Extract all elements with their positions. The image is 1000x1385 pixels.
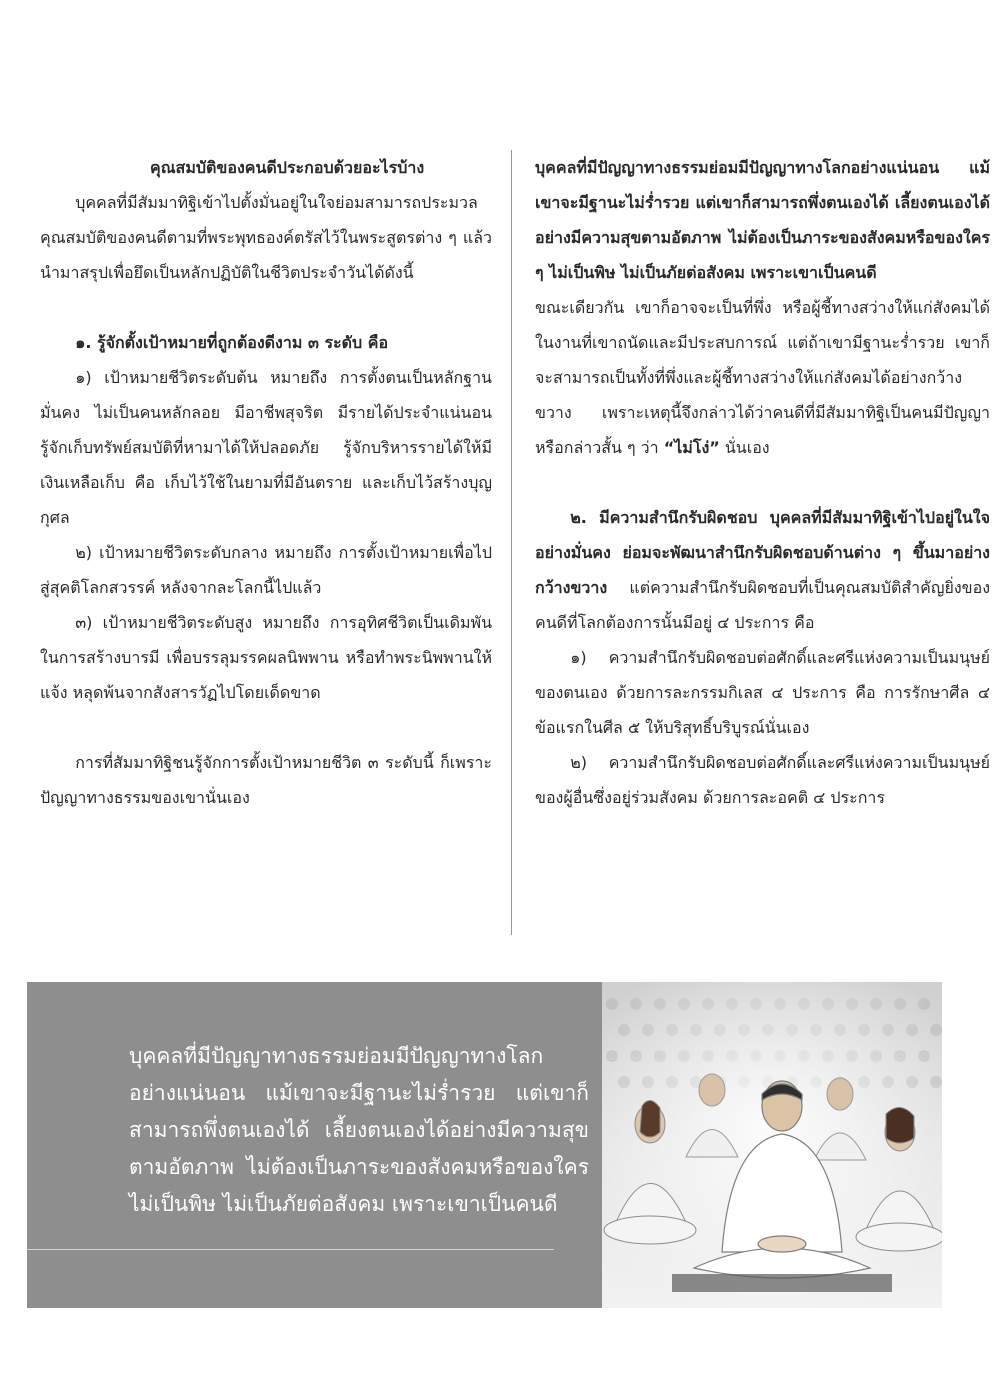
quoted-phrase: “ไม่โง่” (663, 438, 720, 457)
point-1-title: ๑. รู้จักตั้งเป้าหมายที่ถูกต้องดีงาม ๓ ระดับ คือ (75, 333, 389, 352)
meditation-group-illustration (602, 982, 942, 1308)
quote-panel (27, 982, 602, 1308)
point-2-paragraph: ๒. มีความสำนึกรับผิดชอบ บุคคลที่มีสัมมาทิฐิเข้าไปอยู่ในใจอย่างมั่นคง ย่อมจะพัฒนาสำนึกรับผิดชอบด้านต่าง ๆ ขึ้นมาอย่างกว้างขวาง แต่ความสำนึกรับผิดชอบที่เป็นคุณสมบัติสำคัญยิ่งของคนดีที่โลกต้องการนั้นมีอยู่ ๔ ประการ คือ (535, 508, 990, 632)
closing-paragraph: การที่สัมมาทิฐิชนรู้จักการตั้งเป้าหมายชีวิต ๓ ระดับนี้ ก็เพราะปัญญาทางธรรมของเขานั่นเอง (40, 753, 492, 807)
point-2-sub-1: ๑) ความสำนึกรับผิดชอบต่อศักดิ์และศรีแห่งความเป็นมนุษย์ของตนเอง ด้วยการละกรรมกิเลส ๔ ประการ คือ การรักษาศีล ๔ ข้อแรกในศีล ๕ ให้บริสุทธิ์บริบูรณ์นั่นเอง (535, 648, 990, 737)
pull-quote: บุคคลที่มีปัญญาทางธรรมย่อมมีปัญญาทางโลกอย่างแน่นอน แม้เขาจะมีฐานะไม่ร่ำรวย แต่เขาก็สามารถพึ่งตนเองได้ เลี้ยงตนเองได้อย่างมีความสุขตามอัตภาพ ไม่ต้องเป็นภาระของสังคมหรือของใคร ไม่เป็นพิษ ไม่เป็นภัยต่อสังคม เพราะเขาเป็นคนดี (129, 1044, 589, 1216)
quote-divider (27, 1249, 554, 1250)
point-1-sub-1: ๑) เป้าหมายชีวิตระดับต้น หมายถึง การตั้งตนเป็นหลักฐานมั่นคง ไม่เป็นคนหลักลอย มีอาชีพสุจริต มีรายได้ประจำแน่นอน รู้จักเก็บทรัพย์สมบัติที่หามาได้ให้ปลอดภัย รู้จักบริหารรายได้ให้มีเงินเหลือเก็บ คือ เก็บไว้ใช้ในยามที่มีอันตราย และเก็บไว้สร้างบุญกุศล (40, 368, 492, 527)
left-column (40, 150, 492, 815)
point-1-sub-3: ๓) เป้าหมายชีวิตระดับสูง หมายถึง การอุทิศชีวิตเป็นเดิมพันในการสร้างบารมี เพื่อบรรลุมรรคผลนิพพาน หรือทำพระนิพพานให้แจ้ง หลุดพ้นจากสังสารวัฏไปโดยเด็ดขาด (40, 613, 492, 702)
column-divider (511, 150, 512, 935)
section-title: คุณสมบัติของคนดีประกอบด้วยอะไรบ้าง (150, 158, 425, 177)
point-1-sub-2: ๒) เป้าหมายชีวิตระดับกลาง หมายถึง การตั้งเป้าหมายเพื่อไปสู่สุคติโลกสวรรค์ หลังจากละโลกนี้ไปแล้ว (40, 543, 492, 597)
intro-paragraph: บุคคลที่มีสัมมาทิฐิเข้าไปตั้งมั่นอยู่ในใจย่อมสามารถประมวลคุณสมบัติของคนดีตามที่พระพุทธองค์ตรัสไว้ในพระสูตรต่าง ๆ แล้วนำมาสรุปเพื่อยึดเป็นหลักปฏิบัติในชีวิตประจำวันได้ดังนี้ (40, 193, 492, 282)
right-column (535, 150, 990, 815)
bold-paragraph: บุคคลที่มีปัญญาทางธรรมย่อมมีปัญญาทางโลกอย่างแน่นอน แม้เขาจะมีฐานะไม่ร่ำรวย แต่เขาก็สามารถพึ่งตนเองได้ เลี้ยงตนเองได้อย่างมีความสุขตามอัตภาพ ไม่ต้องเป็นภาระของสังคมหรือของใคร ๆ ไม่เป็นพิษ ไม่เป็นภัยต่อสังคม เพราะเขาเป็นคนดี (535, 158, 990, 282)
point-2-title: ๒. มีความสำนึกรับผิดชอบ บุคคลที่มีสัมมาทิฐิเข้าไปอยู่ในใจอย่างมั่นคง ย่อมจะพัฒนาสำนึกรับผิดชอบด้านต่าง ๆ ขึ้นมาอย่างกว้างขวาง (535, 508, 990, 597)
continuation-paragraph: ขณะเดียวกัน เขาก็อาจจะเป็นที่พึ่ง หรือผู้ชี้ทางสว่างให้แก่สังคมได้ในงานที่เขาถนัดและมีประสบการณ์ แต่ถ้าเขามีฐานะร่ำรวย เขาก็จะสามารถเป็นทั้งที่พึ่งและผู้ชี้ทางสว่างให้แก่สังคมได้อย่างกว้างขวาง เพราะเหตุนี้จึงกล่าวได้ว่าคนดีที่มีสัมมาทิฐิเป็นคนมีปัญญา หรือกล่าวสั้น ๆ ว่า “ไม่โง่” นั่นเอง (535, 298, 990, 457)
point-2-sub-2: ๒) ความสำนึกรับผิดชอบต่อศักดิ์และศรีแห่งความเป็นมนุษย์ของผู้อื่นซึ่งอยู่ร่วมสังคม ด้วยการละอคติ ๔ ประการ (535, 753, 990, 807)
